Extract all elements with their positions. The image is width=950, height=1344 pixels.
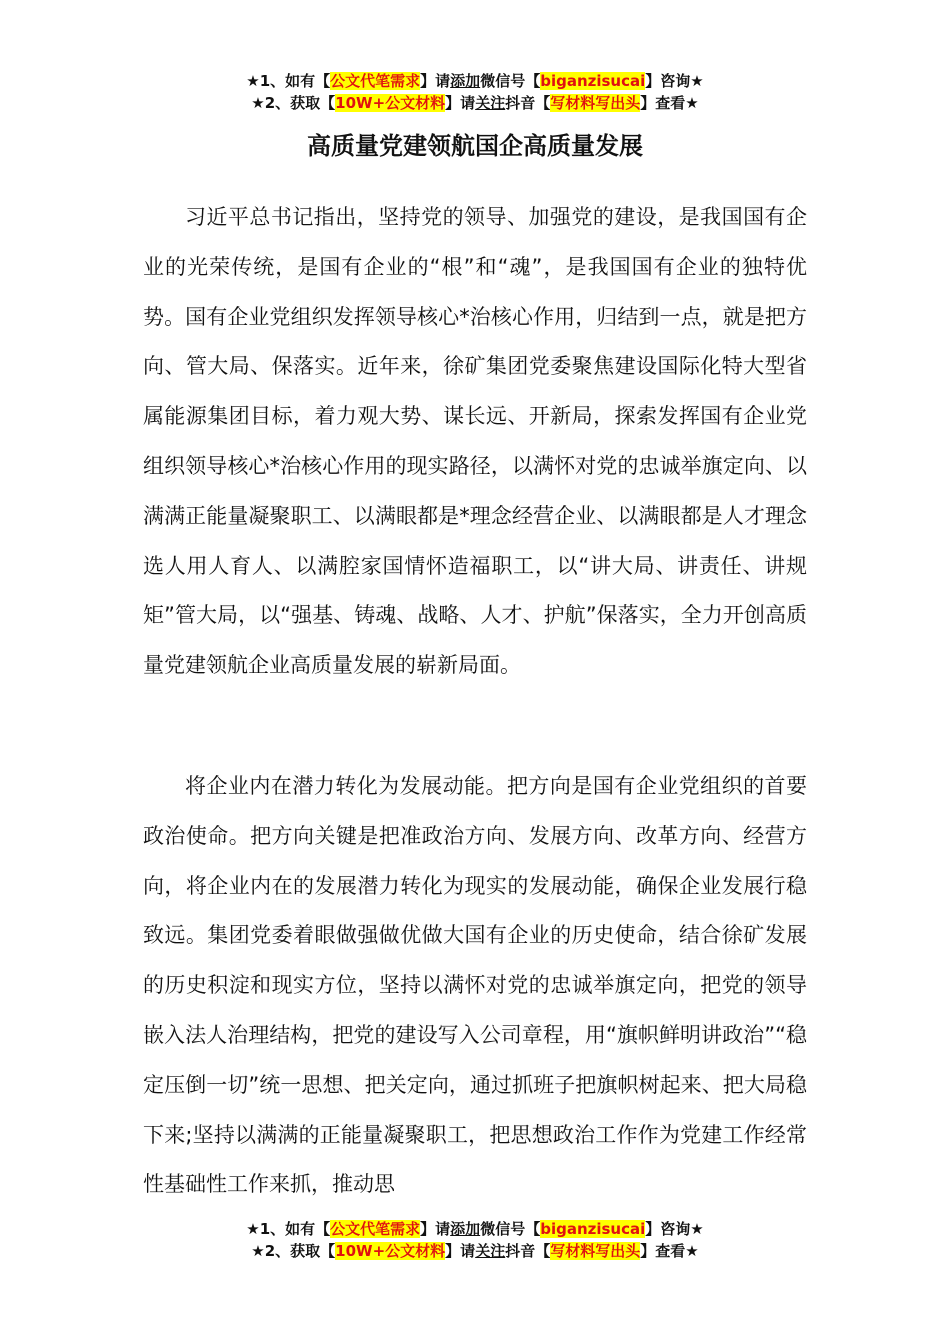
document-title: 高质量党建领航国企高质量发展 [307, 132, 643, 160]
highlight-douyin-id: 写材料写出头 [550, 94, 641, 112]
highlight-service: 公文代笔需求 [330, 72, 421, 90]
notice-line-1: ★1、如有【公文代笔需求】请添加微信号【biganzisucai】咨询★ [246, 72, 704, 90]
highlight-douyin-id: 写材料写出头 [550, 1242, 641, 1260]
notice-line-1: ★1、如有【公文代笔需求】请添加微信号【biganzisucai】咨询★ [246, 1220, 704, 1238]
notice-line-2: ★2、获取【10W+公文材料】请关注抖音【写材料写出头】查看★ [251, 94, 699, 112]
paragraph-2: 将企业内在潜力转化为发展动能。把方向是国有企业党组织的首要政治使命。把方向关键是把准政治方向、发展方向、改革方向、经营方向，将企业内在的发展潜力转化为现实的发展动能，确保企业发展行稳致远。集团党委着眼做强做优做大国有企业的历史使命，结合徐矿发展的历史积淀和现实方位，坚持以满怀对党的忠诚举旗定向，把党的领导嵌入法人治理结构，把党的建设写入公司章程，用“旗帜鲜明讲政治”“稳定压倒一切”统一思想、把关定向，通过抓班子把旗帜树起来、把大局稳下来;坚持以满满的正能量凝聚职工，把思想政治工作作为党建工作经常性基础性工作来抓，推动思 [143, 774, 807, 1197]
highlight-materials: 10W+公文材料 [335, 94, 446, 112]
notice-line-2: ★2、获取【10W+公文材料】请关注抖音【写材料写出头】查看★ [251, 1242, 699, 1260]
top-notice [0, 70, 950, 114]
star-icon: ★ [246, 1220, 260, 1238]
highlight-wechat-id: biganzisucai [540, 1220, 646, 1238]
highlight-service: 公文代笔需求 [330, 1220, 421, 1238]
highlight-wechat-id: biganzisucai [540, 72, 646, 90]
star-icon: ★ [690, 1220, 704, 1238]
star-icon: ★ [251, 1242, 265, 1260]
star-icon: ★ [690, 72, 704, 90]
paragraph-1: 习近平总书记指出，坚持党的领导、加强党的建设，是我国国有企业的光荣传统，是国有企业的“根”和“魂”，是我国国有企业的独特优势。国有企业党组织发挥领导核心*治核心作用，归结到一点，就是把方向、管大局、保落实。近年来，徐矿集团党委聚焦建设国际化特大型省属能源集团目标，着力观大势、谋长远、开新局，探索发挥国有企业党组织领导核心*治核心作用的现实路径，以满怀对党的忠诚举旗定向、以满满正能量凝聚职工、以满眼都是*理念经营企业、以满眼都是人才理念选人用人育人、以满腔家国情怀造福职工，以“讲大局、讲责任、讲规矩”管大局，以“强基、铸魂、战略、人才、护航”保落实，全力开创高质量党建领航企业高质量发展的崭新局面。 [143, 205, 807, 678]
highlight-materials: 10W+公文材料 [335, 1242, 446, 1260]
bottom-notice [0, 1218, 950, 1262]
star-icon: ★ [685, 1242, 699, 1260]
star-icon: ★ [685, 94, 699, 112]
star-icon: ★ [246, 72, 260, 90]
star-icon: ★ [251, 94, 265, 112]
